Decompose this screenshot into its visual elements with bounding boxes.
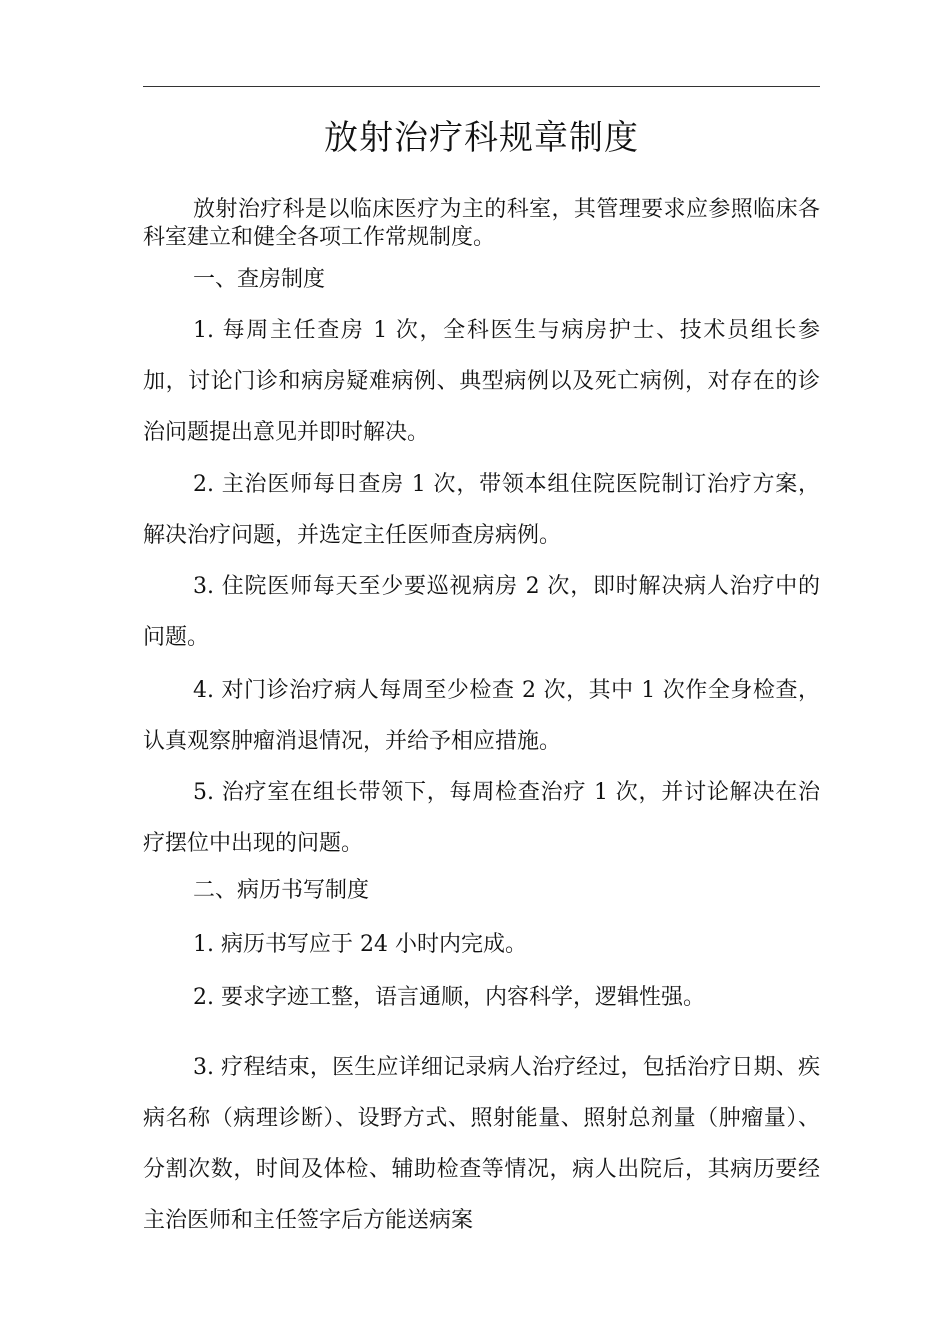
section-heading-rounds: 一、查房制度 [193, 267, 326, 292]
rounds-item-2: 2. 主治医师每日查房 1 次，带领本组住院医院制订治疗方案，解决治疗问题，并选定主任医师查房病例。 [143, 472, 820, 548]
page-title: 放射治疗科规章制度 [324, 118, 639, 158]
rounds-item-3: 3. 住院医师每天至少要巡视病房 2 次，即时解决病人治疗中的问题。 [143, 574, 820, 650]
records-item-2: 2. 要求字迹工整，语言通顺，内容科学，逻辑性强。 [193, 985, 705, 1010]
rounds-item-1: 1. 每周主任查房 1 次，全科医生与病房护士、技术员组长参加，讨论门诊和病房疑难病例、典型病例以及死亡病例，对存在的诊治问题提出意见并即时解决。 [143, 318, 820, 445]
records-item-1: 1. 病历书写应于 24 小时内完成。 [193, 932, 527, 957]
section-heading-records: 二、病历书写制度 [193, 878, 370, 903]
header-rule [143, 86, 820, 87]
rounds-item-4: 4. 对门诊治疗病人每周至少检查 2 次，其中 1 次作全身检查，认真观察肿瘤消退情况，并给予相应措施。 [143, 678, 820, 754]
records-item-3: 3. 疗程结束，医生应详细记录病人治疗经过，包括治疗日期、疾病名称（病理诊断）、设野方式、照射能量、照射总剂量（肿瘤量）、分割次数，时间及体检、辅助检查等情况，病人出院后，其病历要经主治医师和主任签字后方能送病案 [143, 1055, 820, 1233]
rounds-item-5: 5. 治疗室在组长带领下，每周检查治疗 1 次，并讨论解决在治疗摆位中出现的问题。 [143, 780, 820, 856]
intro-paragraph: 放射治疗科是以临床医疗为主的科室，其管理要求应参照临床各科室建立和健全各项工作常规制度。 [143, 197, 820, 250]
